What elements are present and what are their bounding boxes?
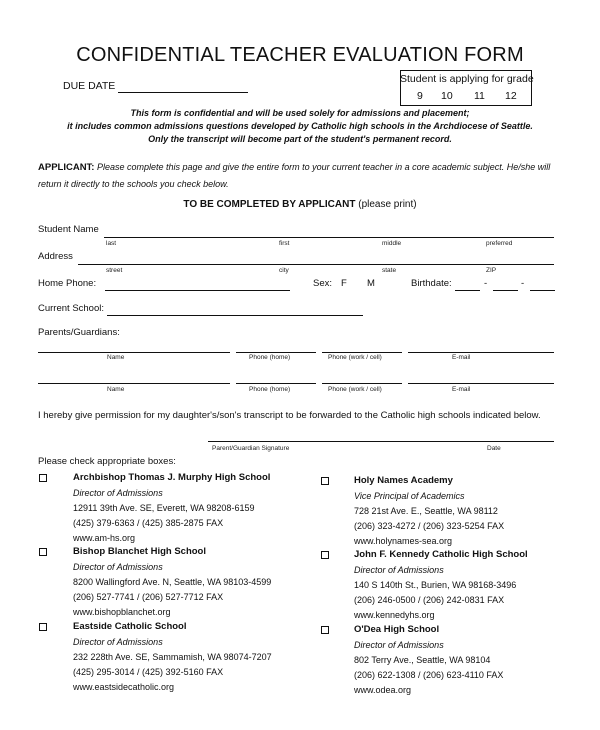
school-5-checkbox[interactable] (39, 623, 47, 631)
school-6-phone: (206) 622-1308 / (206) 623-4110 FAX (354, 670, 504, 680)
notice-line-3: Only the transcript will become part of the student's permanent record. (148, 134, 452, 144)
sex-label: Sex: (313, 278, 333, 289)
check-label: Please check appropriate boxes: (38, 456, 176, 467)
school-6-web[interactable]: www.odea.org (354, 685, 412, 695)
grade-option-11[interactable]: 11 (474, 90, 485, 102)
applicant-text: Please complete this page and give the entire form to your current teacher in a core academic subject. He/she will return it directly to the schools you check below. (38, 162, 551, 189)
school-3-phone: (206) 527-7741 / (206) 527-7712 FAX (73, 592, 224, 602)
school-4-phone: (206) 246-0500 / (206) 242-0831 FAX (354, 595, 505, 605)
guardian-1-work-phone-field[interactable] (322, 352, 402, 353)
guardian-1-name-sub: Name (107, 354, 125, 361)
guardian-2-name-field[interactable] (38, 383, 230, 384)
school-5-web[interactable]: www.eastsidecatholic.org (73, 682, 175, 692)
current-school-label: Current School: (38, 303, 105, 314)
grade-label: Student is applying for grade (400, 73, 534, 85)
school-3-name: Bishop Blanchet High School (73, 546, 207, 557)
school-3-address: 8200 Wallingford Ave. N, Seattle, WA 98103-4599 (73, 577, 272, 587)
school-1-phone: (425) 379-6363 / (425) 385-2875 FAX (73, 518, 224, 528)
school-1-contact: Director of Admissions (73, 488, 163, 498)
school-2-web[interactable]: www.holynames-sea.org (354, 536, 453, 546)
school-3-web[interactable]: www.bishopblanchet.org (73, 607, 171, 617)
grade-option-10[interactable]: 10 (441, 90, 453, 102)
guardian-1-email-sub: E-mail (452, 354, 471, 361)
school-5-address: 232 228th Ave. SE, Sammamish, WA 98074-7207 (73, 652, 272, 662)
due-date-label: DUE DATE (63, 80, 116, 92)
school-5-phone: (425) 295-3014 / (425) 392-5160 FAX (73, 667, 224, 677)
guardian-2-work-phone-field[interactable] (322, 383, 402, 384)
signature-label: Parent/Guardian Signature (212, 445, 290, 452)
school-4-checkbox[interactable] (321, 551, 329, 559)
grade-option-9[interactable]: 9 (417, 90, 423, 102)
home-phone-field[interactable] (105, 290, 290, 291)
address-part-zip: ZIP (486, 267, 497, 274)
student-name-label: Student Name (38, 224, 99, 235)
school-2-address: 728 21st Ave. E., Seattle, WA 98112 (354, 506, 498, 516)
sex-option-f[interactable]: F (341, 278, 347, 289)
school-6-name: O'Dea High School (354, 624, 440, 635)
school-1-address: 12911 39th Ave. SE, Everett, WA 98208-6159 (73, 503, 255, 513)
name-part-preferred: preferred (486, 240, 513, 247)
signature-field[interactable] (208, 441, 554, 442)
school-6-contact: Director of Admissions (354, 640, 444, 650)
school-5-details (73, 635, 272, 695)
school-6-details (354, 638, 503, 698)
school-1-name: Archbishop Thomas J. Murphy High School (73, 472, 271, 483)
page-title: CONFIDENTIAL TEACHER EVALUATION FORM (76, 44, 524, 66)
guardian-2-work-sub: Phone (work / cell) (328, 386, 382, 393)
school-5-name: Eastside Catholic School (73, 621, 187, 632)
guardian-1-name-field[interactable] (38, 352, 230, 353)
guardian-1-home-sub: Phone (home) (249, 354, 291, 361)
student-name-field[interactable] (104, 237, 554, 238)
home-phone-label: Home Phone: (38, 278, 97, 289)
permission-text: I hereby give permission for my daughter's/son's transcript to be forwarded to the Catholic high schools indicated below. (38, 410, 541, 421)
address-part-city: city (279, 267, 289, 274)
section-heading (0, 199, 600, 210)
school-2-contact: Vice Principal of Academics (354, 491, 465, 501)
parents-label: Parents/Guardians: (38, 327, 120, 338)
name-part-middle: middle (382, 240, 402, 247)
grade-option-12[interactable]: 12 (505, 90, 517, 102)
school-3-contact: Director of Admissions (73, 562, 163, 572)
birthdate-label: Birthdate: (411, 278, 452, 289)
address-field[interactable] (78, 264, 554, 265)
school-4-details (354, 563, 516, 623)
birthdate-sep-2: - (521, 278, 525, 289)
birthdate-year-field[interactable] (530, 290, 555, 291)
section-heading-note: (please print) (358, 199, 417, 210)
notice-line-1: This form is confidential and will be used solely for admissions and placement; (130, 108, 470, 118)
school-1-web[interactable]: www.am-hs.org (73, 533, 136, 543)
school-4-contact: Director of Admissions (354, 565, 444, 575)
name-part-first: first (279, 240, 290, 247)
guardian-2-email-sub: E-mail (452, 386, 471, 393)
school-4-web[interactable]: www.kennedyhs.org (354, 610, 435, 620)
school-4-name: John F. Kennedy Catholic High School (354, 549, 528, 560)
applicant-heading: APPLICANT: (38, 162, 95, 173)
school-6-checkbox[interactable] (321, 626, 329, 634)
school-2-phone: (206) 323-4272 / (206) 323-5254 FAX (354, 521, 505, 531)
birthdate-month-field[interactable] (455, 290, 480, 291)
notice-line-2: it includes common admissions questions developed by Catholic high schools in the Archdiocese of Seattle. (67, 121, 533, 131)
sex-option-m[interactable]: M (367, 278, 375, 289)
guardian-2-home-sub: Phone (home) (249, 386, 291, 393)
school-3-checkbox[interactable] (39, 548, 47, 556)
due-date-field[interactable] (118, 92, 248, 93)
current-school-field[interactable] (107, 315, 363, 316)
name-part-last: last (106, 240, 117, 247)
guardian-2-email-field[interactable] (408, 383, 554, 384)
guardian-2-home-phone-field[interactable] (236, 383, 316, 384)
guardian-1-work-sub: Phone (work / cell) (328, 354, 382, 361)
school-3-details (73, 560, 271, 620)
address-label: Address (38, 251, 73, 262)
school-1-details (73, 486, 254, 546)
birthdate-day-field[interactable] (493, 290, 518, 291)
guardian-2-name-sub: Name (107, 386, 125, 393)
guardian-1-email-field[interactable] (408, 352, 554, 353)
section-heading-text: TO BE COMPLETED BY APPLICANT (183, 199, 356, 210)
school-6-address: 802 Terry Ave., Seattle, WA 98104 (354, 655, 491, 665)
birthdate-sep-1: - (484, 278, 488, 289)
school-4-address: 140 S 140th St., Burien, WA 98168-3496 (354, 580, 517, 590)
school-2-details (354, 489, 504, 549)
school-1-checkbox[interactable] (39, 474, 47, 482)
applicant-instructions (38, 159, 558, 192)
address-part-street: street (106, 267, 123, 274)
guardian-1-home-phone-field[interactable] (236, 352, 316, 353)
school-2-checkbox[interactable] (321, 477, 329, 485)
school-2-name: Holy Names Academy (354, 475, 453, 486)
address-part-state: state (382, 267, 397, 274)
school-5-contact: Director of Admissions (73, 637, 163, 647)
signature-date-label: Date (487, 445, 501, 452)
